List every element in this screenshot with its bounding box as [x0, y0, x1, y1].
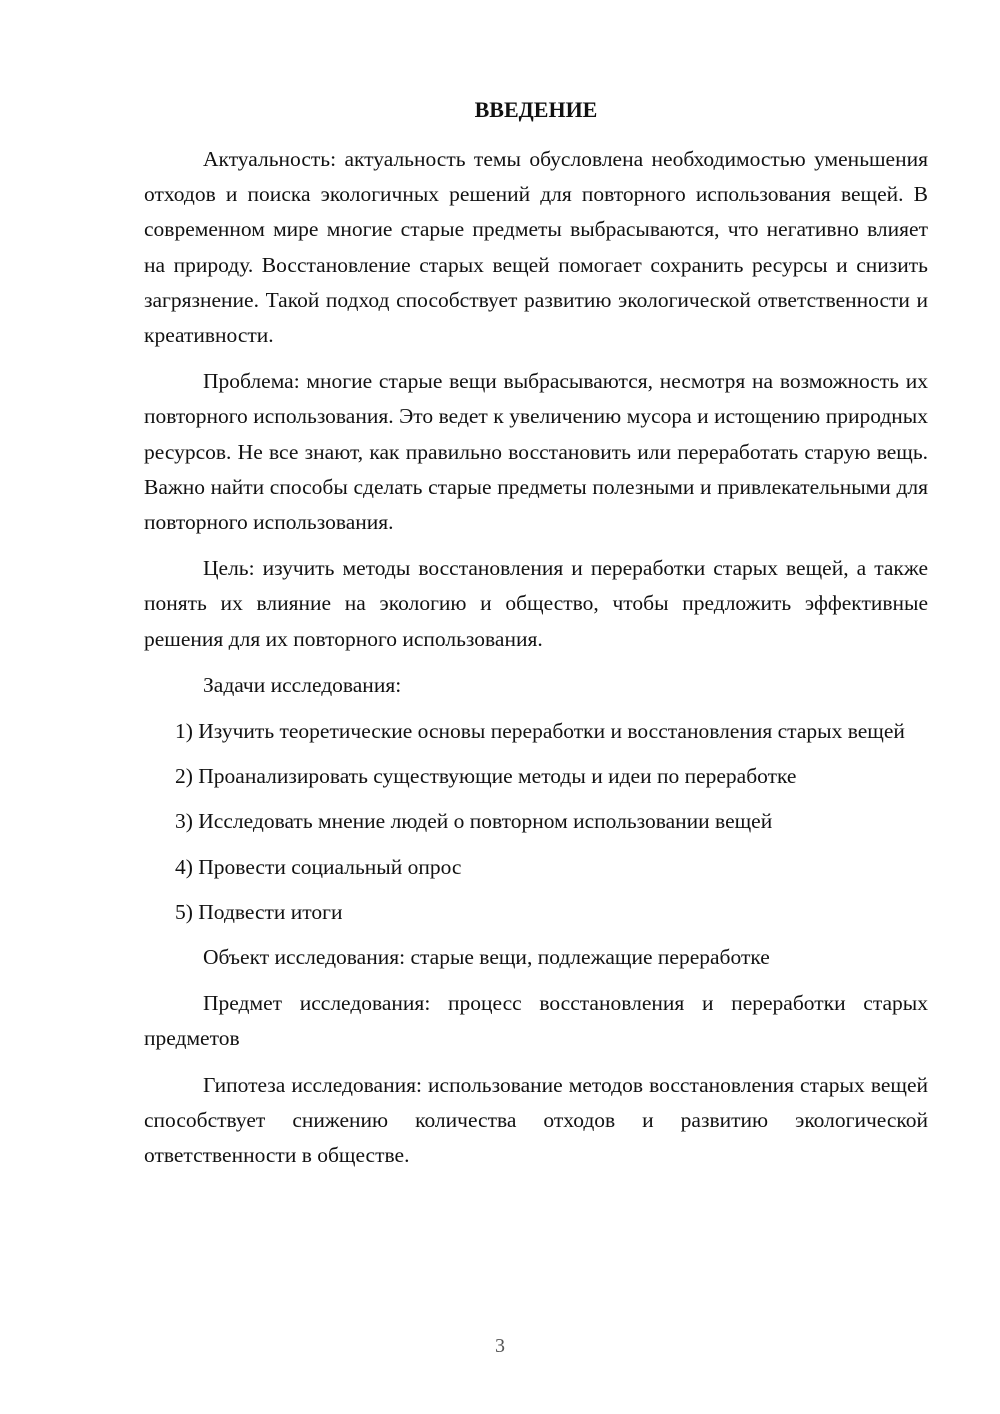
task-item-2: 2) Проанализировать существующие методы и идеи по переработке [175, 764, 797, 789]
task-item-1: 1) Изучить теоретические основы переработки и восстановления старых вещей [175, 719, 905, 744]
problem-paragraph: Проблема: многие старые вещи выбрасываются, несмотря на возможность их повторного использования. Это ведет к увеличению мусора и истощению природных ресурсов. Не все знают, как правильно восстановить или переработать старую вещь. Важно найти способы сделать старые предметы полезными и привлекательными для повторного использования. [144, 369, 928, 535]
relevance-paragraph: Актуальность: актуальность темы обусловлена необходимостью уменьшения отходов и поиска экологичных решений для повторного использования вещей. В современном мире многие старые предметы выбрасываются, что негативно влияет на природу. Восстановление старых вещей помогает сохранить ресурсы и снизить загрязнение. Такой подход способствует развитию экологической ответственности и креативности. [144, 147, 928, 348]
task-item-5: 5) Подвести итоги [175, 899, 343, 924]
goal-paragraph: Цель: изучить методы восстановления и переработки старых вещей, а также понять их влияние на экологию и общество, чтобы предложить эффективные решения для их повторного использования. [144, 556, 928, 651]
section-title: ВВЕДЕНИЕ [474, 97, 598, 122]
task-item-4: 4) Провести социальный опрос [175, 854, 462, 879]
task-item-3: 3) Исследовать мнение людей о повторном использовании вещей [175, 809, 773, 834]
tasks-heading: Задачи исследования: [203, 672, 402, 697]
subject-paragraph: Предмет исследования: процесс восстановления и переработки старых предметов [144, 991, 928, 1051]
page-content [144, 96, 928, 1184]
object-paragraph: Объект исследования: старые вещи, подлежащие переработке [203, 945, 770, 970]
page-number: 3 [495, 1335, 505, 1357]
hypothesis-paragraph: Гипотеза исследования: использование методов восстановления старых вещей способствует снижению количества отходов и развитию экологической ответственности в обществе. [144, 1072, 928, 1168]
